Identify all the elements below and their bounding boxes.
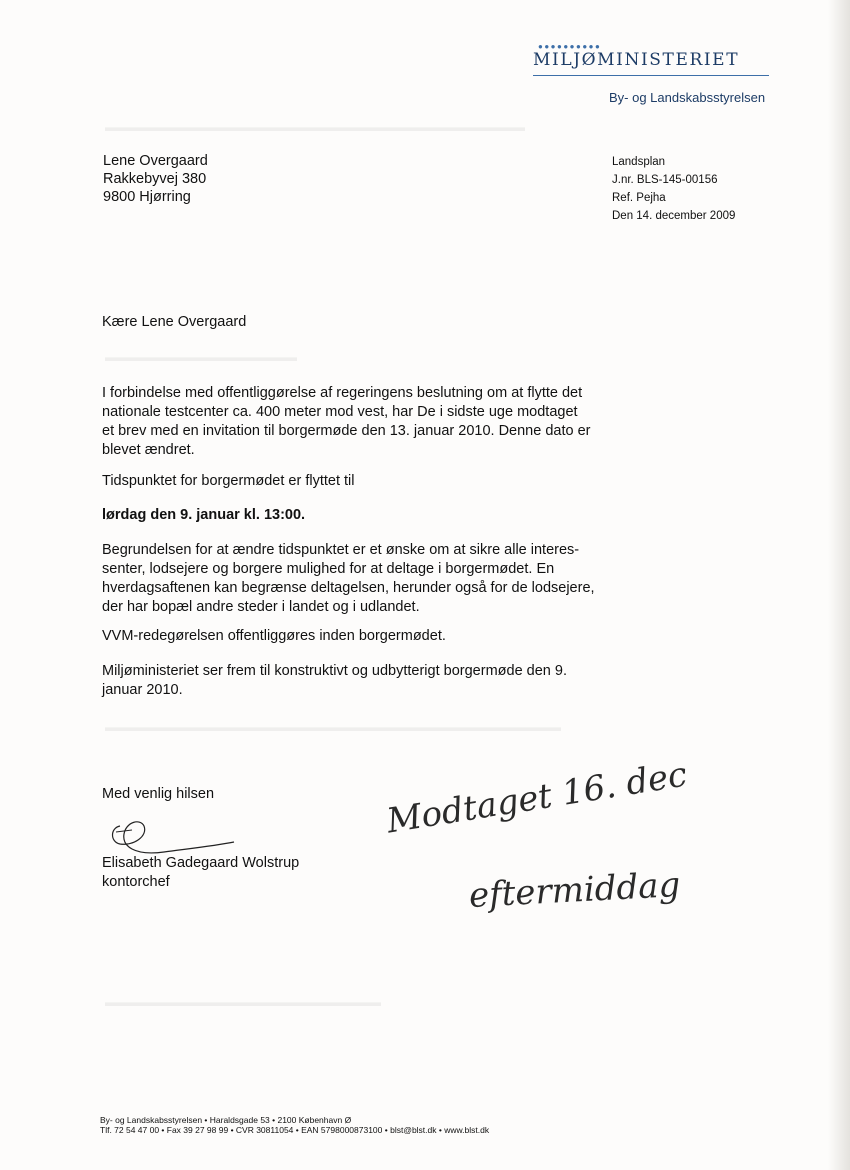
reference-block xyxy=(612,153,735,225)
reference-ref: Ref. Pejha xyxy=(612,192,666,204)
ministry-logo: MILJØMINISTERIET xyxy=(533,50,740,70)
recipient-address xyxy=(103,152,208,206)
paragraph-3: Begrundelsen for at ændre tidspunktet er et ønske om at sikre alle interes- senter, lodsejere og borgere mulighed for at deltage i borgermødet. En hverdagsaftenen kan begrænse deltagelsen, herunder også for de lodsejere, der har bopæl andre steder i landet og i udlandet. xyxy=(102,542,595,615)
reference-department: Landsplan xyxy=(612,156,666,168)
recipient-city: 9800 Hjørring xyxy=(103,189,191,205)
salutation: Kære Lene Overgaard xyxy=(102,314,247,330)
signer-name: Elisabeth Gadegaard Wolstrup xyxy=(102,855,300,871)
letterhead-rule xyxy=(533,75,769,76)
paragraph-5: Miljøministeriet ser frem til konstruktivt og udbytterigt borgermøde den 9. januar 2010. xyxy=(102,663,567,698)
bleed-through-text: ▬▬▬▬▬▬▬▬▬▬▬▬▬▬▬▬▬▬▬▬▬▬▬ xyxy=(105,995,381,1009)
footer-address: By- og Landskabsstyrelsen • Haraldsgade 53 • 2100 København Ø xyxy=(100,1115,352,1125)
handwritten-afternoon-note: eftermiddag xyxy=(468,864,682,916)
bleed-through-text: ▬▬▬▬▬▬▬▬▬▬▬▬▬▬▬▬ xyxy=(105,350,297,364)
meeting-date-highlight: lørdag den 9. januar kl. 13:00. xyxy=(102,507,306,523)
signer-title: kontorchef xyxy=(102,874,170,890)
recipient-name: Lene Overgaard xyxy=(103,153,208,169)
paragraph-1: I forbindelse med offentliggørelse af regeringens beslutning om at flytte det nationale testcenter ca. 400 meter mod vest, har De i sidste uge modtaget et brev med en invitation til borgermøde den 13. januar 2010. Denne dato er blevet ændret. xyxy=(102,385,591,458)
handwritten-received-note: Modtaget 16. dec xyxy=(384,754,690,842)
agency-name: By- og Landskabsstyrelsen xyxy=(609,90,766,105)
closing: Med venlig hilsen xyxy=(102,786,215,802)
footer-contact: Tlf. 72 54 47 00 • Fax 39 27 98 99 • CVR 30811054 • EAN 5798000873100 • blst@blst.dk • www.blst.dk xyxy=(100,1125,490,1135)
reference-journal: J.nr. BLS-145-00156 xyxy=(612,174,718,186)
bleed-through-text: ▬▬▬▬▬▬▬▬▬▬▬▬▬▬▬▬▬▬▬▬▬▬▬▬▬▬▬▬▬▬▬▬▬▬▬▬▬▬ xyxy=(105,720,561,734)
paragraph-2: Tidspunktet for borgermødet er flyttet til xyxy=(102,473,355,489)
footer xyxy=(100,1115,489,1135)
bleed-through-text: ▬▬▬▬▬▬▬▬▬▬▬▬▬▬▬▬▬▬▬▬▬▬▬▬▬▬▬▬▬▬▬▬▬▬▬ xyxy=(105,120,525,134)
reference-date: Den 14. december 2009 xyxy=(612,210,736,222)
recipient-street: Rakkebyvej 380 xyxy=(103,171,207,187)
page-edge-shadow xyxy=(828,0,850,1170)
paragraph-4: VVM-redegørelsen offentliggøres inden borgermødet. xyxy=(102,628,446,644)
logo-dots: ●●●●●●●●●● xyxy=(538,42,602,51)
